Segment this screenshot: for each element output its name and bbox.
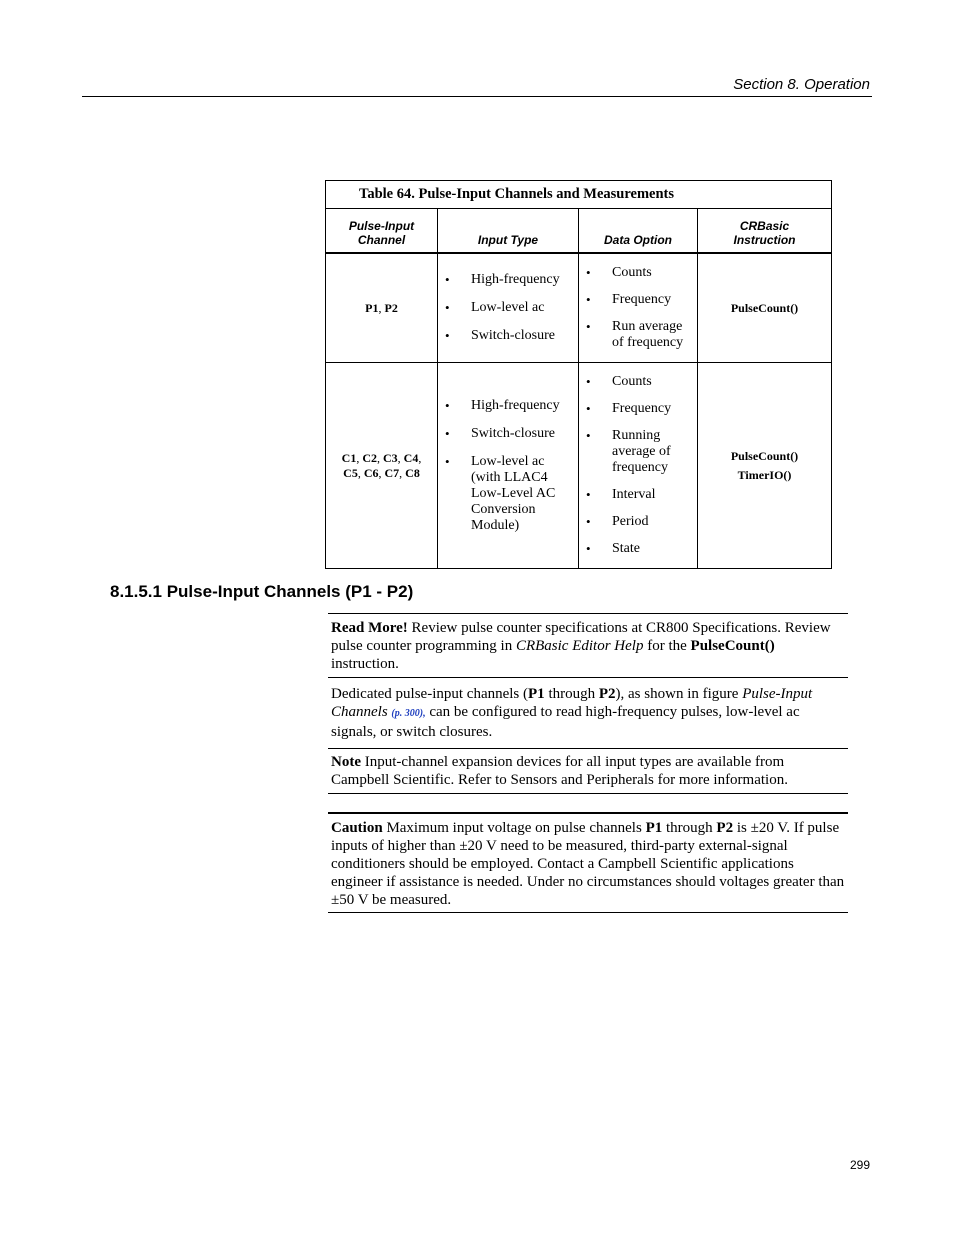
list-item: • Interval — [579, 487, 697, 503]
caution-box: Caution Maximum input voltage on pulse channels P1 through P2 is ±20 V. If pulse inputs of higher than ±20 V need to be measured, third-party external-signal conditioners should be employed. Contact a Campbell Scientific applications engineer if assistance is needed. Under no circumstances should voltages greater than ±50 V be measured. — [328, 812, 848, 913]
page-number: 299 — [849, 1158, 870, 1172]
table-row — [326, 253, 832, 363]
column-header-data-option: Data Option — [579, 209, 698, 254]
list-item: • Switch-closure — [438, 328, 578, 344]
table-row — [326, 363, 832, 569]
channel-cell: C1, C2, C3, C4, C5, C6, C7, C8 — [326, 363, 438, 569]
input-type-cell — [438, 363, 579, 569]
column-header-crbasic: CRBasic Instruction — [698, 209, 832, 254]
input-type-cell — [438, 253, 579, 363]
list-item: • Run average of frequency — [579, 319, 697, 351]
read-more-box: Read More! Review pulse counter specifications at CR800 Specifications. Review pulse counter programming in CRBasic Editor Help for the PulseCount() instruction. — [328, 613, 848, 678]
column-header-channel: Pulse-Input Channel — [326, 209, 438, 254]
column-header-input-type: Input Type — [438, 209, 579, 254]
page-reference-link[interactable]: (p. 300), — [391, 708, 426, 719]
list-item: • Running average of frequency — [579, 428, 697, 476]
pulse-input-table — [325, 180, 832, 569]
list-item: • Period — [579, 514, 697, 530]
list-item: • Switch-closure — [438, 426, 578, 442]
data-option-cell — [579, 363, 698, 569]
instruction-cell: PulseCount() — [698, 253, 832, 363]
caution-label: Caution — [331, 820, 383, 836]
list-item: • Frequency — [579, 292, 697, 308]
page-header — [82, 76, 872, 97]
section-title: Section 8. Operation — [733, 76, 870, 93]
data-option-cell — [579, 253, 698, 363]
note-box: Note Input-channel expansion devices for all input types are available from Campbell Scientific. Refer to Sensors and Peripherals for more information. — [328, 748, 848, 794]
body-paragraph: Dedicated pulse-input channels (P1 through P2), as shown in figure Pulse-Input Channels (p. 300), can be configured to read high-frequency pulses, low-level ac signals, or switch closures. — [331, 686, 813, 740]
list-item: • Low-level ac — [438, 300, 578, 316]
note-label: Note — [331, 754, 361, 770]
table-header-row — [326, 209, 832, 254]
read-more-label: Read More! — [331, 620, 408, 636]
instruction-cell: PulseCount() TimerIO() — [698, 363, 832, 569]
list-item: • Low-level ac (with LLAC4 Low-Level AC Conversion Module) — [438, 454, 578, 534]
list-item: • State — [579, 541, 697, 557]
channel-cell: P1, P2 — [326, 253, 438, 363]
list-item: • Frequency — [579, 401, 697, 417]
section-heading: 8.1.5.1 Pulse-Input Channels (P1 - P2) — [110, 582, 414, 601]
list-item: • Counts — [579, 374, 697, 390]
list-item: • High-frequency — [438, 272, 578, 288]
table-caption: Table 64. Pulse-Input Channels and Measurements — [326, 181, 832, 209]
list-item: • High-frequency — [438, 398, 578, 414]
list-item: • Counts — [579, 265, 697, 281]
